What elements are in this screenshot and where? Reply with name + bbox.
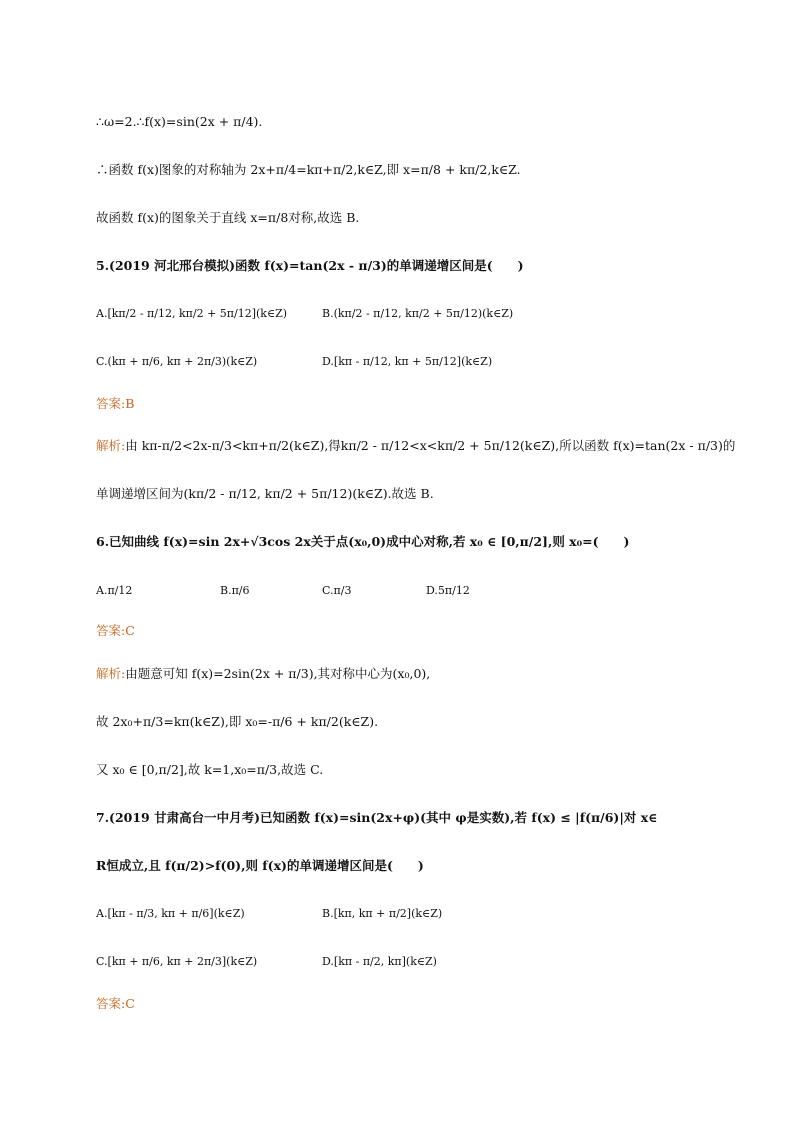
question-7-options-row-1 [96,893,706,933]
question-7-stem-line-2: R恒成立,且 f(π/2)>f(0),则 f(x)的单调递增区间是( ) [96,858,424,873]
question-5-stem: 5.(2019 河北邢台模拟)函数 f(x)=tan(2x - π/3)的单调递增区间是( ) [96,258,524,273]
option-c[interactable]: C.[kπ + π/6, kπ + 2π/3](k∈Z) [96,954,258,968]
question-6-analysis-line-2: 故 2x₀+π/3=kπ(k∈Z),即 x₀=-π/6 + kπ/2(k∈Z). [96,714,379,729]
question-6-options-row [96,570,706,610]
answer-value: C [125,622,135,638]
option-c[interactable]: C.(kπ + π/6, kπ + 2π/3)(k∈Z) [96,354,258,368]
analysis-label: 解析: [96,438,126,453]
option-d[interactable]: D.[kπ - π/12, kπ + 5π/12](k∈Z) [322,354,493,368]
answer-label: 答案: [96,996,126,1011]
question-5-analysis-line-2: 单调递增区间为(kπ/2 - π/12, kπ/2 + 5π/12)(k∈Z).故选 B. [96,486,434,501]
option-d[interactable]: D.[kπ - π/2, kπ](k∈Z) [322,954,437,968]
option-a[interactable]: A.[kπ - π/3, kπ + π/6](k∈Z) [96,906,245,920]
answer-value: B [125,395,135,411]
analysis-label: 解析: [96,666,126,681]
answer-value: C [125,995,135,1011]
question-7-options-row-2 [96,941,706,981]
question-7-answer [96,983,706,1023]
option-b[interactable]: B.[kπ, kπ + π/2](k∈Z) [322,906,443,920]
text-line [96,197,706,237]
option-b[interactable]: B.(kπ/2 - π/12, kπ/2 + 5π/12)(k∈Z) [322,306,514,320]
solution-line: ∴ω=2.∴f(x)=sin(2x + π/4). [96,113,263,129]
question-6-analysis-line-3: 又 x₀ ∈ [0,π/2],故 k=1,x₀=π/3,故选 C. [96,762,324,777]
question-6-analysis-line-1: 解析: 由题意可知 f(x)=2sin(2x + π/3),其对称中心为(x₀,0), [96,666,431,681]
question-6-stem: 6.已知曲线 f(x)=sin 2x+√3cos 2x关于点(x₀,0)成中心对称,若 x₀ ∈ [0,π/2],则 x₀=( ) [96,534,630,549]
question-5-options-row-1 [96,293,706,333]
option-a[interactable]: A.[kπ/2 - π/12, kπ/2 + 5π/12](k∈Z) [96,306,288,320]
question-6-answer [96,610,706,650]
question-5-options-row-2 [96,341,706,381]
question-7-stem-line-1: 7.(2019 甘肃高台一中月考)已知函数 f(x)=sin(2x+φ)(其中 φ是实数),若 f(x) ≤ |f(π/6)|对 x∈ [96,810,658,825]
answer-label: 答案: [96,623,126,638]
option-b[interactable]: B.π/6 [220,583,250,597]
answer-label: 答案: [96,396,126,411]
text-line [96,101,706,141]
text-line [96,149,706,189]
option-c[interactable]: C.π/3 [322,583,352,597]
question-5-answer [96,383,706,423]
solution-line: ∴函数 f(x)图象的对称轴为 2x+π/4=kπ+π/2,k∈Z,即 x=π/8 + kπ/2,k∈Z. [96,162,521,177]
option-a[interactable]: A.π/12 [96,583,133,597]
question-5-analysis-line-1: 解析: 由 kπ-π/2<2x-π/3<kπ+π/2(k∈Z),得kπ/2 - π/12<x<kπ/2 + 5π/12(k∈Z),所以函数 f(x)=tan(2x - π/3)的 [96,438,736,453]
option-d[interactable]: D.5π/12 [426,583,470,597]
solution-line: 故函数 f(x)的图象关于直线 x=π/8对称,故选 B. [96,210,360,225]
